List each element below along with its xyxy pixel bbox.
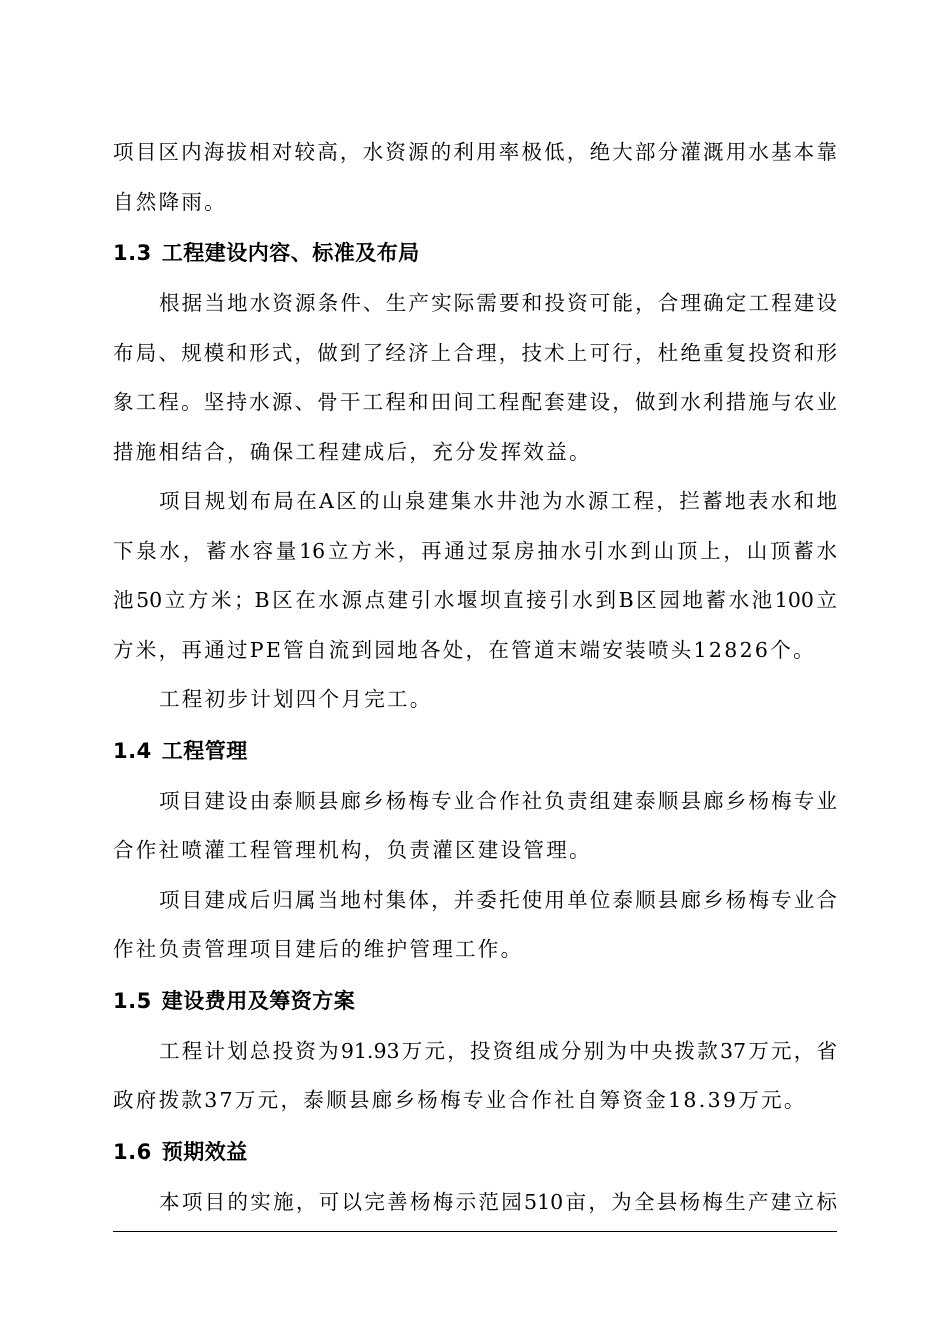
paragraph-line: 本项目的实施，可以完善杨梅示范园510亩，为全县杨梅生产建立标 — [159, 1189, 837, 1214]
section-title: 预期效益 — [161, 1139, 248, 1164]
paragraph-line: 作社负责管理项目建后的维护管理工作。 — [113, 937, 524, 961]
section-number: 1.3 — [113, 241, 152, 265]
paragraph-line: 根据当地水资源条件、生产实际需要和投资可能，合理确定工程建设 — [159, 291, 837, 315]
section-number: 1.6 — [113, 1139, 152, 1164]
paragraph-line: 工程计划总投资为91.93万元，投资组成分别为中央拨款37万元，省 — [159, 1038, 837, 1063]
section-title: 建设费用及筹资方案 — [161, 988, 356, 1013]
paragraph-line: 项目建成后归属当地村集体，并委托使用单位泰顺县廊乡杨梅专业合 — [159, 887, 837, 912]
section-heading-1-6 — [113, 1126, 837, 1178]
paragraph-line: 方米，再通过PE管自流到园地各处，在管道末端安装喷头12826个。 — [113, 637, 816, 662]
paragraph-line: 布局、规模和形式，做到了经济上合理，技术上可行，杜绝重复投资和形 — [113, 340, 837, 365]
section-number: 1.5 — [113, 988, 152, 1013]
paragraph-line: 政府拨款37万元，泰顺县廊乡杨梅专业合作社自筹资金18.39万元。 — [113, 1088, 807, 1112]
paragraph-line: 项目规划布局在A区的山泉建集水井池为水源工程，拦蓄地表水和地 — [159, 489, 837, 513]
paragraph-line: 池50立方米；B区在水源点建引水堰坝直接引水到B区园地蓄水池100立 — [113, 588, 837, 612]
section-heading-1-3 — [113, 227, 837, 279]
section-title: 工程建设内容、标准及布局 — [161, 241, 420, 265]
paragraph-line: 项目区内海拔相对较高，水资源的利用率极低，绝大部分灌溉用水基本靠 — [113, 140, 837, 164]
document-page — [113, 128, 837, 1227]
paragraph-line: 下泉水，蓄水容量16立方米，再通过泵房抽水引水到山顶上，山顶蓄水 — [113, 538, 837, 563]
section-title: 工程管理 — [161, 738, 248, 763]
section-number: 1.4 — [113, 738, 152, 763]
footer-rule — [113, 1231, 837, 1232]
paragraph-line: 合作社喷灌工程管理机构，负责灌区建设管理。 — [113, 838, 592, 862]
section-heading-1-4 — [113, 725, 837, 777]
paragraph-line: 项目建设由泰顺县廊乡杨梅专业合作社负责组建泰顺县廊乡杨梅专业 — [159, 788, 837, 813]
section-heading-1-5 — [113, 975, 837, 1027]
paragraph-line: 自然降雨。 — [113, 189, 227, 214]
paragraph-line: 工程初步计划四个月完工。 — [159, 687, 433, 711]
paragraph-line: 措施相结合，确保工程建成后，充分发挥效益。 — [113, 439, 592, 464]
paragraph-line: 象工程。坚持水源、骨干工程和田间工程配套建设，做到水利措施与农业 — [113, 390, 837, 414]
